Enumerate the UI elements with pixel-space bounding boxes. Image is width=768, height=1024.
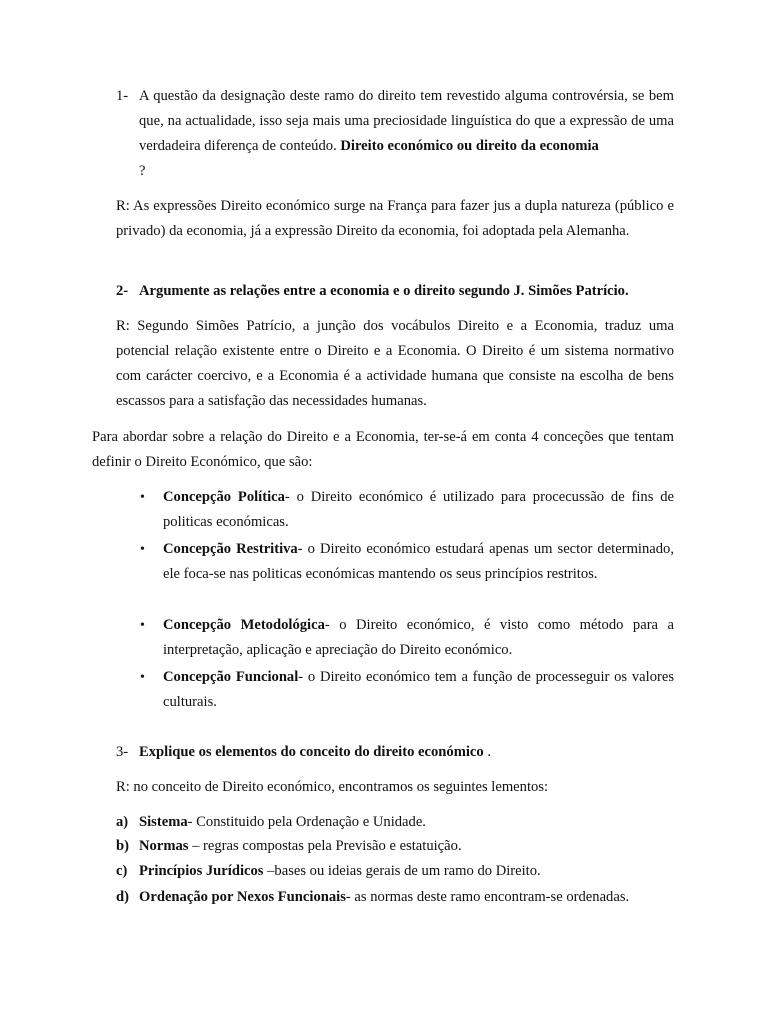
concepcao-term: Concepção Restritiva (163, 541, 298, 557)
question-3-text: Explique os elementos do conceito do direito económico (139, 744, 484, 760)
question-3-end: . (483, 744, 491, 760)
element-term: Sistema (139, 814, 188, 830)
question-1-number: 1- (116, 88, 129, 104)
bullet-2: • (140, 542, 145, 557)
answer-2: R: Segundo Simões Patrício, a junção dos vocábulos Direito e a Economia, traduz uma potencial relação existente entre o Direito e a Economia. O Direito é um sistema normativo com carácter coercivo, e a Economia é a actividade humana que consiste na escolha de bens escassos para a satisfação das necessidades humanas. (116, 318, 674, 409)
concepcao-text: - o Direito económico é utilizado para procecussão de fins de politicas económicas. (163, 489, 674, 530)
element-text: - Constituido pela Ordenação e Unidade. (187, 814, 426, 830)
concepcao-item (163, 613, 674, 663)
element-term: Ordenação por Nexos Funcionais (139, 889, 346, 905)
answer-1: R: As expressões Direito económico surge na França para fazer jus a dupla natureza (público e privado) da economia, já a expressão Direito da economia, foi adoptada pela Alemanha. (116, 198, 674, 239)
element-letter: c) (116, 863, 128, 879)
question-3-number: 3- (116, 744, 129, 760)
bullet-4: • (140, 670, 145, 685)
element-item (139, 885, 629, 910)
concepcao-term: Concepção Política (163, 489, 285, 505)
concepcao-item (163, 537, 674, 587)
element-text: –bases ou ideias gerais de um ramo do Direito. (263, 863, 541, 879)
element-letter: d) (116, 889, 129, 905)
question-1 (139, 84, 674, 184)
intro-paragraph: Para abordar sobre a relação do Direito e a Economia, ter-se-á em conta 4 conceções que tentam definir o Direito Económico, que são: (92, 429, 674, 470)
concepcao-text: - o Direito económico tem a função de processeguir os valores culturais. (163, 669, 675, 710)
element-text: – regras compostas pela Previsão e estatuição. (188, 838, 462, 854)
question-1-bold: Direito económico ou direito da economia (340, 138, 599, 154)
element-term: Normas (139, 838, 189, 854)
concepcao-term: Concepção Metodológica (163, 617, 325, 633)
element-item (139, 810, 426, 835)
concepcao-term: Concepção Funcional (163, 669, 299, 685)
element-letter: a) (116, 814, 129, 830)
concepcao-item (163, 485, 674, 535)
element-text: - as normas deste ramo encontram-se ordenadas. (345, 889, 630, 905)
element-item (139, 834, 462, 859)
question-2-text: Argumente as relações entre a economia e o direito segundo J. Simões Patrício. (139, 283, 629, 299)
element-item (139, 859, 541, 884)
concepcao-text: - o Direito económico, é visto como método para a interpretação, aplicação e apreciação do Direito económico. (163, 617, 674, 658)
answer-3: R: no conceito de Direito económico, encontramos os seguintes lementos: (116, 779, 549, 795)
bullet-3: • (140, 618, 145, 633)
question-1-text: A questão da designação deste ramo do direito tem revestido alguma controvérsia, se bem que, na actualidade, isso seja mais uma preciosidade linguística do que a expressão de uma verdadeira diferença de conteúdo. (139, 88, 674, 154)
element-letter: b) (116, 838, 129, 854)
question-1-end: ? (139, 163, 146, 179)
concepcao-item (163, 665, 674, 715)
concepcao-text: - o Direito económico estudará apenas um sector determinado, ele foca-se nas politicas económicas mantendo os seus princípios restritos. (163, 541, 674, 582)
element-term: Princípios Jurídicos (139, 863, 264, 879)
question-2-number: 2- (116, 283, 129, 299)
question-3 (139, 740, 491, 765)
bullet-1: • (140, 490, 145, 505)
